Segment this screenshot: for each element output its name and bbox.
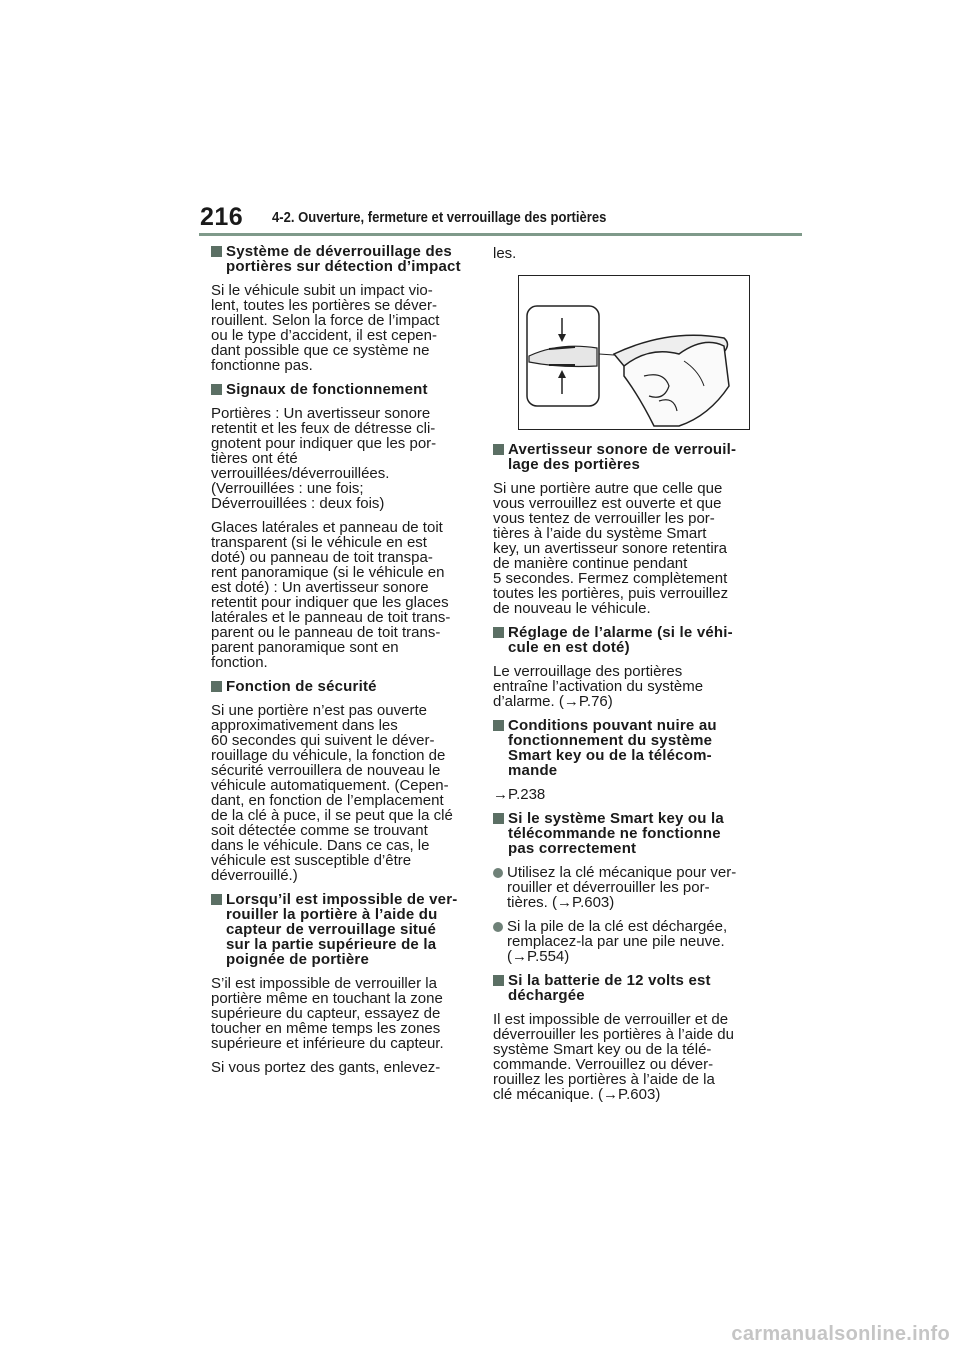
heading-text: Système de déverrouillage des portières sur détection d’impact [226, 243, 461, 275]
heading-text: Signaux de fonctionnement [226, 381, 428, 398]
door-handle-illustration [518, 275, 750, 430]
section-title: 4-2. Ouverture, fermeture et verrouillage des portières [272, 210, 607, 226]
page-number: 216 [200, 203, 244, 231]
square-bullet-icon [493, 975, 504, 986]
heading-text: Conditions pouvant nuire au fonctionnement du système Smart key ou de la télécom- mande [508, 717, 717, 779]
paragraph: Le verrouillage des portières entraîne l’activation du système d’alarme. (→P.76) [493, 663, 704, 710]
paragraph: Il est impossible de verrouiller et de déverrouiller les portières à l’aide du système Smart key ou de la télé- commande. Verrouillez ou déver- rouillez les portières à l’aide de la clé mécanique. (→P.603) [493, 1011, 734, 1103]
list-item [493, 919, 751, 964]
right-column [493, 244, 751, 1111]
section-heading-alarm [493, 625, 751, 655]
square-bullet-icon [493, 813, 504, 824]
square-bullet-icon [493, 444, 504, 455]
square-bullet-icon [211, 681, 222, 692]
section-heading-lock-buzzer [493, 442, 751, 472]
list-item-text: Si la pile de la clé est déchargée, remplacez-la par une pile neuve. (→P.554) [507, 918, 728, 965]
heading-text: Fonction de sécurité [226, 678, 377, 695]
paragraph: Portières : Un avertisseur sonore retentit et les feux de détresse cli- gnotent pour indiquer que les por- tières ont été verrouillées/déverrouillées. (Verrouillées : une fois; Déverrouillées : deux fois) [211, 405, 437, 512]
paragraph: les. [493, 245, 517, 262]
round-bullet-icon [493, 922, 503, 932]
paragraph: Glaces latérales et panneau de toit transparent (si le véhicule en est doté) ou panneau de toit transpa- rent panoramique (si le véhicule en est doté) : Un avertisseur sonore retentit pour indiquer que les glaces latérales et le panneau de toit trans- parent ou le panneau de toit trans- parent panoramique sont en fonction. [211, 519, 451, 671]
list-item [493, 865, 751, 910]
square-bullet-icon [493, 627, 504, 638]
square-bullet-icon [493, 720, 504, 731]
square-bullet-icon [211, 894, 222, 905]
left-column [211, 244, 469, 1084]
section-heading-security [211, 679, 469, 694]
paragraph: Si une portière n’est pas ouverte approximativement dans les 60 secondes qui suivent le déver- rouillage du véhicule, la fonction de sécurité verrouillera de nouveau le véhicule automatiquement. (Cepen- dant, en fonction de l’emplacement de la clé à puce, il se peut que la clé soit détectée comme se trouvant dans le véhicule. Dans ce cas, le véhicule est susceptible d’être déverrouillé.) [211, 702, 453, 884]
heading-text: Lorsqu’il est impossible de ver- rouiller la portière à l’aide du capteur de verrouillage situé sur la partie supérieure de la poignée de portière [226, 891, 458, 968]
watermark-logo: carmanualsonline.info [731, 1323, 950, 1345]
paragraph: S’il est impossible de verrouiller la portière même en touchant la zone supérieure du capteur, essayez de toucher en même temps les zones supérieure et inférieure du capteur. [211, 975, 444, 1052]
section-heading-signals [211, 382, 469, 397]
paragraph: Si le véhicule subit un impact vio- lent, toutes les portières se déver- rouillent. Selon la force de l’impact ou le type d’accident, il est cepen- dant possible que ce système ne fonctionne pas. [211, 282, 440, 374]
round-bullet-icon [493, 868, 503, 878]
section-heading-battery [493, 973, 751, 1003]
section-heading-impact [211, 244, 469, 274]
heading-text: Avertisseur sonore de verrouil- lage des portières [508, 441, 737, 473]
heading-text: Si le système Smart key ou la télécommande ne fonctionne pas correctement [508, 810, 724, 857]
square-bullet-icon [211, 246, 222, 257]
list-item-text: Utilisez la clé mécanique pour ver- rouiller et déverrouiller les por- tières. (→P.603) [507, 864, 737, 911]
page-reference: →P.238 [493, 786, 546, 803]
paragraph: Si une portière autre que celle que vous verrouillez est ouverte et que vous tentez de verrouiller les por- tières à l’aide du système Smart key, un avertisseur sonore retentira de manière continue pendant 5 secondes. Fermez complètement toutes les portières, puis verrouillez de nouveau le véhicule. [493, 480, 729, 617]
square-bullet-icon [211, 384, 222, 395]
paragraph: Si vous portez des gants, enlevez- [211, 1059, 441, 1076]
section-heading-malfunction [493, 811, 751, 856]
heading-text: Si la batterie de 12 volts est déchargée [508, 972, 711, 1004]
heading-text: Réglage de l’alarme (si le véhi- cule en est doté) [508, 624, 733, 656]
section-heading-conditions [493, 718, 751, 778]
section-heading-lock-sensor [211, 892, 469, 967]
header-divider [199, 233, 802, 236]
